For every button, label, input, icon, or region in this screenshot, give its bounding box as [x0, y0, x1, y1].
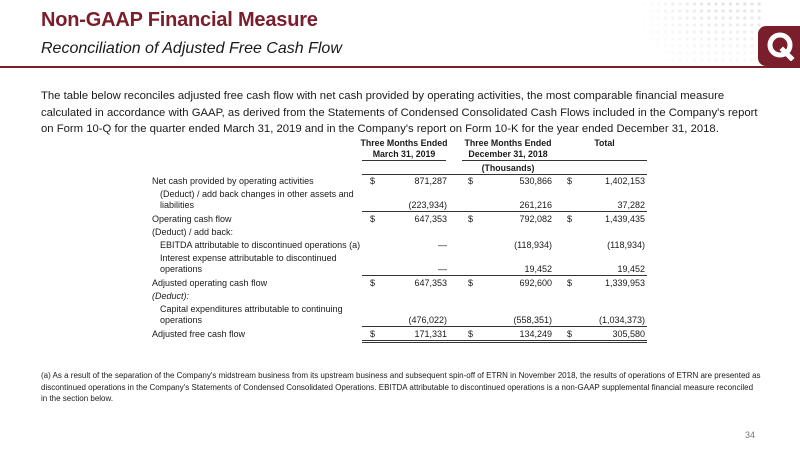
total-double-underline [362, 340, 647, 343]
page-subtitle: Reconciliation of Adjusted Free Cash Flow [41, 40, 342, 57]
column-header-total: Total [594, 138, 615, 148]
subtotal-line [362, 211, 647, 212]
subtotal-line [362, 326, 647, 327]
page-title: Non-GAAP Financial Measure [41, 9, 318, 31]
header-underline [462, 160, 647, 161]
units-underline [362, 174, 647, 175]
column-header-q4-2018: Three Months Ended December 31, 2018 [464, 138, 552, 159]
intro-paragraph: The table below reconciles adjusted free cash flow with net cash provided by operating activities, the most comparable financial measure calculated in accordance with GAAP, as derived from the Statements of Condensed Consolidated Cash Flows included in the Company's report on Form 10-Q for the quarter ended March 31, 2019 and in the Company's report on Form 10-K for the year ended December 31, 2018. [41, 90, 758, 135]
company-logo [758, 26, 800, 66]
page-number: 34 [745, 430, 756, 440]
subtotal-line [362, 275, 647, 276]
decorative-dots-pattern [640, 0, 765, 64]
footnote: (a) As a result of the separation of the Company's midstream business from its upstream business and subsequent spin-off of ETRN in November 2018, the results of operations of ETRN are presented as discontinued operations in the Company's Statements of Condensed Consolidated Operations. EBITDA attributable to discontinued operations is a non-GAAP supplemental financial measure reconciled in the section below. [41, 371, 761, 403]
header-underline [362, 160, 446, 161]
units-label: (Thousands) [481, 163, 535, 173]
q-logo-icon [765, 31, 795, 61]
title-divider [0, 66, 800, 68]
column-header-q1-2019: Three Months Ended March 31, 2019 [360, 138, 448, 159]
